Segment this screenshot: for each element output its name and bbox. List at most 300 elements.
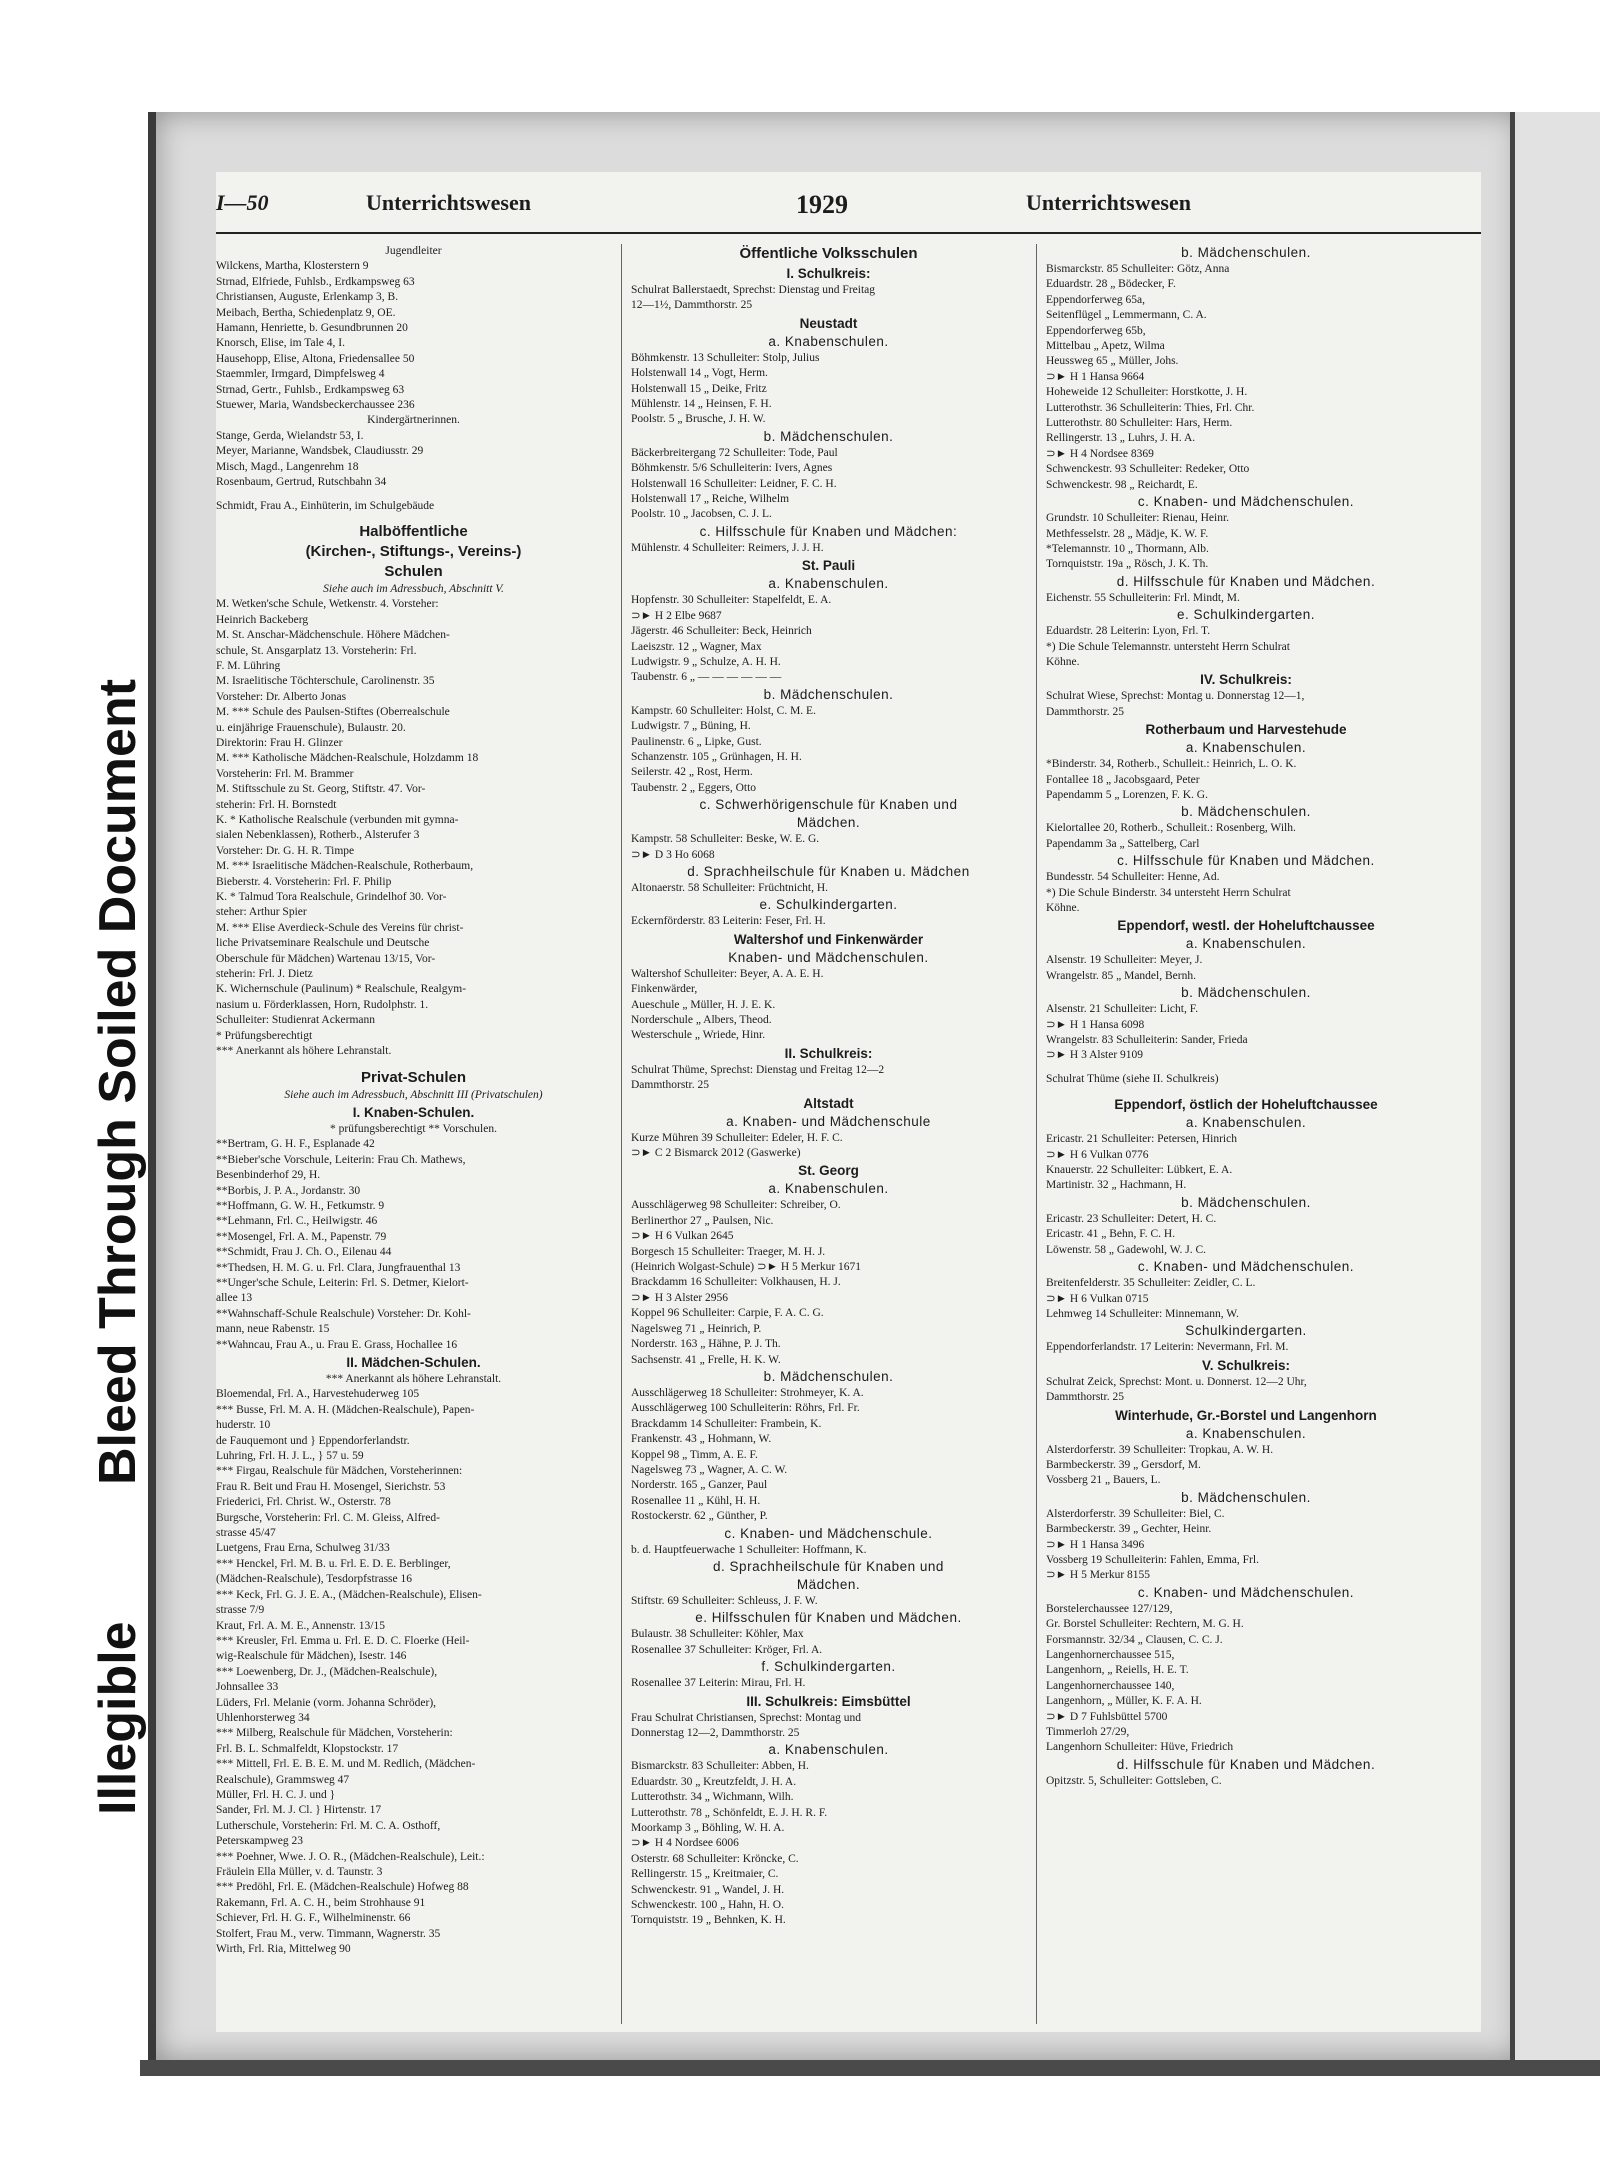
text-line: ⊃► D 3 Ho 6068: [631, 848, 715, 861]
text-line: Kindergärtnerinnen.: [367, 414, 460, 427]
text-line: Koppel 98 „ Timm, A. E. F.: [631, 1448, 758, 1461]
text-line: Ericastr. 21 Schulleiter: Petersen, Hinrich: [1046, 1133, 1237, 1146]
text-line: * Prüfungsberechtigt: [216, 1029, 313, 1042]
text-line: Vossberg 21 „ Bauers, L.: [1046, 1474, 1161, 1487]
bleed-through-label: Bleed Through Soiled Document: [89, 678, 147, 1485]
text-line: Breitenfelderstr. 35 Schulleiter: Zeidler, C. L.: [1046, 1277, 1256, 1290]
text-line: Rostockerstr. 62 „ Günther, P.: [631, 1510, 768, 1523]
text-line: ⊃► D 7 Fuhlsbüttel 5700: [1046, 1710, 1168, 1723]
text-line: Kielortallee 20, Rotherb., Schulleit.: Rosenberg, Wilh.: [1046, 822, 1296, 835]
text-line: Friederici, Frl. Christ. W., Osterstr. 78: [216, 1496, 391, 1509]
subsection-heading: f. Schulkindergarten.: [761, 1659, 896, 1675]
text-line: Borstelerchaussee 127/129,: [1046, 1602, 1173, 1615]
text-line: Tornquiststr. 19 „ Behnken, K. H.: [631, 1914, 786, 1927]
text-line: Fräulein Ella Müller, v. d. Taunstr. 3: [216, 1866, 383, 1878]
text-line: *** Keck, Frl. G. J. E. A., (Mädchen-Realschule), Elisen-: [216, 1588, 482, 1601]
text-line: Uhlenhorsterweg 34: [216, 1711, 310, 1724]
text-line: Ericastr. 41 „ Behn, F. C. H.: [1046, 1228, 1176, 1241]
text-line: Stolfert, Frau M., verw. Timmann, Wagnerstr. 35: [216, 1927, 441, 1940]
subsection-heading: a. Knabenschulen.: [1185, 1115, 1307, 1131]
subsection-heading: c. Hilfsschule für Knaben und Mädchen:: [699, 523, 958, 539]
text-line: Hoheweide 12 Schulleiter: Horstkotte, J. H.: [1046, 386, 1248, 399]
text-line: Realschule), Grammsweg 47: [216, 1773, 350, 1786]
section-heading: Eppendorf, westl. der Hoheluftchaussee: [1117, 918, 1375, 934]
text-line: Luhring, Frl. H. J. L., } 57 u. 59: [216, 1450, 364, 1463]
subsection-heading: e. Hilfsschulen für Knaben und Mädchen.: [695, 1610, 962, 1626]
text-line: Laeiszstr. 12 „ Wagner, Max: [631, 640, 762, 653]
text-line: Staemmler, Irmgard, Dimpfelsweg 4: [216, 368, 385, 381]
text-line: Ausschlägerweg 100 Schulleiterin: Röhrs, Frl. Fr.: [631, 1402, 860, 1415]
year-heading: 1929: [796, 190, 848, 219]
text-line: Schulrat Zeick, Sprechst: Mont. u. Donnerst. 12—2 Uhr,: [1046, 1375, 1307, 1388]
text-line: huderstr. 10: [216, 1419, 271, 1432]
adjacent-page-edge: [1510, 112, 1600, 2060]
text-line: Schulrat Thüme, Sprechst: Dienstag und Freitag 12—2: [631, 1063, 885, 1076]
section-heading: I. Schulkreis:: [786, 266, 871, 281]
section-heading: II. Mädchen-Schulen.: [346, 1355, 481, 1370]
text-line: Alsterdorferstr. 39 Schulleiter: Tropkau, A. W. H.: [1046, 1443, 1274, 1456]
text-line: ⊃► H 1 Hansa 9664: [1046, 370, 1145, 383]
text-line: Langenhornerchaussee 515,: [1046, 1649, 1175, 1661]
text-line: ⊃► H 6 Vulkan 0715: [1046, 1292, 1149, 1305]
text-line: Osterstr. 68 Schulleiter: Kröncke, C.: [631, 1852, 799, 1865]
text-line: Holstenwall 15 „ Deike, Fritz: [631, 382, 767, 395]
document-page: [216, 172, 1481, 2032]
text-line: Jägerstr. 46 Schulleiter: Beck, Heinrich: [631, 625, 812, 638]
text-line: *** Anerkannt als höhere Lehranstalt.: [325, 1373, 502, 1385]
text-line: Alsterdorferstr. 39 Schulleiter: Biel, C.: [1046, 1507, 1225, 1520]
subsection-heading: a. Knabenschulen.: [1185, 1425, 1307, 1441]
text-line: Wrangelstr. 85 „ Mandel, Bernh.: [1046, 969, 1196, 982]
text-line: * prüfungsberechtigt ** Vorschulen.: [330, 1122, 497, 1135]
text-line: Besenbinderhof 29, H.: [216, 1169, 321, 1182]
section-heading: Altstadt: [803, 1095, 854, 1111]
text-line: Lutterothstr. 78 „ Schönfeldt, E. J. H. R. F.: [631, 1806, 828, 1819]
spacer: [216, 514, 611, 522]
text-line: Christiansen, Auguste, Erlenkamp 3, B.: [216, 291, 399, 304]
text-line: M. *** Elise Averdieck-Schule des Vereins für christ-: [216, 921, 464, 934]
text-line: *** Busse, Frl. M. A. H. (Mädchen-Realschule), Papen-: [216, 1403, 475, 1416]
text-line: **Bieber'sche Vorschule, Leiterin: Frau Ch. Mathews,: [216, 1153, 466, 1166]
text-line: Norderschule „ Albers, Theod.: [631, 1014, 772, 1026]
text-line: Lehmweg 14 Schulleiter: Minnemann, W.: [1046, 1307, 1239, 1320]
text-line: Barmbeckerstr. 39 „ Gersdorf, M.: [1046, 1458, 1201, 1471]
section-heading: V. Schulkreis:: [1201, 1357, 1291, 1373]
text-line: (Heinrich Wolgast-Schule) ⊃► H 5 Merkur 1671: [631, 1261, 862, 1274]
text-line: *** Kreusler, Frl. Emma u. Frl. E. D. C. Floerke (Heil-: [216, 1634, 470, 1647]
text-line: Schwenckestr. 93 Schulleiter: Redeker, Otto: [1046, 463, 1250, 476]
text-line: Grundstr. 10 Schulleiter: Rienau, Heinr.: [1046, 512, 1230, 525]
subsection-heading: c. Knaben- und Mädchenschule.: [724, 1525, 933, 1541]
text-line: Eppendorferlandstr. 17 Leiterin: Nevermann, Frl. M.: [1046, 1341, 1289, 1354]
text-line: sialen Nebenklassen), Rotherb., Alsterufer 3: [216, 829, 420, 842]
text-line: Direktorin: Frau H. Glinzer: [216, 736, 343, 749]
text-line: Fontallee 18 „ Jacobsgaard, Peter: [1046, 773, 1200, 786]
text-line: Vorsteher: Dr. G. H. R. Timpe: [216, 844, 355, 857]
text-line: ⊃► H 3 Alster 9109: [1046, 1049, 1144, 1062]
text-line: **Schmidt, Frau J. Ch. O., Eilenau 44: [216, 1246, 392, 1259]
section-heading: IV. Schulkreis:: [1200, 672, 1292, 688]
text-line: Löwenstr. 58 „ Gadewohl, W. J. C.: [1046, 1243, 1207, 1256]
text-line: Rellingerstr. 13 „ Luhrs, J. H. A.: [1046, 432, 1196, 445]
text-line: Ludwigstr. 7 „ Büning, H.: [631, 720, 751, 733]
text-line: Dammthorstr. 25: [1046, 1391, 1124, 1404]
text-line: u. einjährige Frauenschule), Bulaustr. 20.: [216, 721, 406, 734]
text-line: Methfesselstr. 28 „ Mädje, K. W. F.: [1046, 527, 1209, 540]
text-line: Böhmkenstr. 5/6 Schulleiterin: Ivers, Agnes: [631, 462, 833, 475]
illegible-label: Illegible: [89, 1621, 147, 1815]
text-line: Jugendleiter: [385, 245, 442, 257]
text-line: Lutherschule, Vorsteherin: Frl. M. C. A. Osthoff,: [216, 1819, 441, 1832]
text-line: Opitzstr. 5, Schulleiter: Gottsleben, C.: [1046, 1774, 1222, 1787]
text-line: Holstenwall 16 Schulleiter: Leidner, F. C. H.: [631, 477, 837, 490]
text-line: Alsenstr. 19 Schulleiter: Meyer, J.: [1046, 954, 1203, 967]
text-line: Eppendorferweg 65a,: [1046, 293, 1145, 306]
text-line: Holstenwall 17 „ Reiche, Wilhelm: [631, 493, 790, 506]
text-line: Rakemann, Frl. A. C. H., beim Strohhause 91: [216, 1896, 426, 1909]
text-line: Böhmkenstr. 13 Schulleiter: Stolp, Julius: [631, 351, 820, 364]
subsection-heading: a. Knabenschulen.: [1185, 936, 1307, 952]
subsection-heading: b. Mädchenschulen.: [1181, 245, 1311, 260]
text-line: Eduardstr. 28 Leiterin: Lyon, Frl. T.: [1046, 625, 1211, 638]
text-line: Barmbeckerstr. 39 „ Gechter, Heinr.: [1046, 1523, 1212, 1536]
subsection-heading: c. Hilfsschule für Knaben und Mädchen.: [1117, 853, 1375, 869]
text-line: steherin: Frl. J. Dietz: [216, 968, 313, 981]
section-heading: III. Schulkreis: Eimsbüttel: [746, 1693, 911, 1709]
column-divider: [621, 244, 622, 2024]
text-line: Heinrich Backeberg: [216, 613, 309, 626]
text-line: steherin: Frl. H. Bornstedt: [216, 798, 337, 811]
text-line: Westerschule „ Wriede, Hinr.: [631, 1029, 766, 1042]
text-line: Bieberstr. 4. Vorsteherin: Frl. F. Philip: [216, 875, 392, 888]
text-line: Langenhornerchaussee 140,: [1046, 1679, 1175, 1692]
text-line: Kampstr. 58 Schulleiter: Beske, W. E. G.: [631, 833, 820, 846]
text-line: Bäckerbreitergang 72 Schulleiter: Tode, Paul: [631, 446, 838, 459]
text-line: Schiever, Frl. H. G. F., Wilhelminenstr. 66: [216, 1912, 411, 1925]
text-line: Vossberg 19 Schulleiterin: Fahlen, Emma, Frl.: [1046, 1553, 1259, 1566]
subsection-heading: a. Knabenschulen.: [1185, 740, 1307, 756]
text-line: strasse 45/47: [216, 1527, 276, 1540]
text-line: *** Henckel, Frl. M. B. u. Frl. E. D. E. Berblinger,: [216, 1557, 451, 1570]
section-heading: (Kirchen-, Stiftungs-, Vereins-): [305, 542, 522, 560]
text-line: *** Firgau, Realschule für Mädchen, Vorsteherinnen:: [216, 1465, 463, 1478]
text-line: (Mädchen-Realschule), Tesdorpfstrasse 16: [216, 1573, 413, 1586]
text-line: Rosenallee 11 „ Kühl, H. H.: [631, 1494, 761, 1507]
text-line: Alsenstr. 21 Schulleiter: Licht, F.: [1046, 1003, 1199, 1016]
text-line: ⊃► H 3 Alster 2956: [631, 1291, 729, 1304]
text-line: Brackdamm 16 Schulleiter: Volkhausen, H. J.: [631, 1276, 841, 1289]
text-line: Schwenckestr. 100 „ Hahn, H. O.: [631, 1899, 784, 1912]
text-line: steher: Arthur Spier: [216, 906, 307, 919]
text-line: M. St. Anschar-Mädchenschule. Höhere Mädchen-: [216, 629, 450, 642]
text-line: Eichenstr. 55 Schulleiterin: Frl. Mindt, M.: [1046, 591, 1240, 604]
text-line: wig-Realschule für Mädchen), Isestr. 146: [216, 1650, 407, 1663]
section-heading: Waltershof und Finkenwärder: [733, 931, 924, 947]
text-line: Lüders, Frl. Melanie (vorm. Johanna Schröder),: [216, 1696, 437, 1709]
text-line: Heussweg 65 „ Müller, Johs.: [1046, 355, 1179, 368]
text-line: M. Stiftsschule zu St. Georg, Stiftstr. 47. Vor-: [216, 783, 426, 796]
text-line: Timmerloh 27/29,: [1046, 1726, 1130, 1739]
text-line: Rosenallee 37 Leiterin: Mirau, Frl. H.: [631, 1677, 806, 1690]
text-line: ⊃► H 4 Nordsee 6006: [631, 1837, 739, 1850]
text-line: Aueschule „ Müller, H. J. E. K.: [631, 998, 776, 1011]
subsection-heading: b. Mädchenschulen.: [763, 1368, 894, 1384]
text-line: Stiftstr. 69 Schulleiter: Schleuss, J. F. W.: [631, 1594, 818, 1607]
text-line: Wrangelstr. 83 Schulleiterin: Sander, Frieda: [1046, 1034, 1248, 1047]
subsection-heading: d. Sprachheilschule für Knaben u. Mädchen: [687, 863, 970, 879]
text-line: ⊃► C 2 Bismarck 2012 (Gaswerke): [631, 1147, 801, 1160]
text-line: Kraut, Frl. A. M. E., Annenstr. 13/15: [216, 1619, 385, 1632]
text-line: Hopfenstr. 30 Schulleiter: Stapelfeldt, E. A.: [631, 594, 832, 607]
subsection-heading: Schulkindergarten.: [1185, 1323, 1307, 1339]
text-line: **Hoffmann, G. W. H., Fetkumstr. 9: [216, 1199, 385, 1212]
text-line: Papendamm 5 „ Lorenzen, F. K. G.: [1046, 788, 1208, 801]
subsection-heading: Knaben- und Mädchenschulen.: [728, 949, 929, 965]
section-heading: St. Georg: [798, 1163, 859, 1179]
text-line: Köhne.: [1046, 655, 1080, 668]
text-line: Altonaerstr. 58 Schulleiter: Früchtnicht, H.: [631, 881, 829, 894]
column-middle: [631, 244, 1026, 2022]
text-line: Forsmannstr. 32/34 „ Clausen, C. C. J.: [1046, 1633, 1223, 1646]
text-line: Koppel 96 Schulleiter: Carpie, F. A. C. G.: [631, 1307, 824, 1320]
text-line: Eduardstr. 30 „ Kreutzfeldt, J. H. A.: [631, 1775, 797, 1788]
text-line: b. d. Hauptfeuerwache 1 Schulleiter: Hoffmann, K.: [631, 1543, 867, 1556]
text-line: Müller, Frl. H. C. J. und }: [216, 1788, 336, 1801]
text-line: Tornquiststr. 19a „ Rösch, J. K. Th.: [1046, 558, 1209, 571]
text-line: ⊃► H 4 Nordsee 8369: [1046, 447, 1154, 460]
text-line: Oberschule für Mädchen) Wartenau 13/15, Vor-: [216, 952, 436, 965]
text-line: *** Loewenberg, Dr. J., (Mädchen-Realschule),: [216, 1665, 438, 1678]
subsection-heading: e. Schulkindergarten.: [759, 897, 898, 913]
text-line: Nagelsweg 73 „ Wagner, A. C. W.: [631, 1463, 788, 1476]
text-line: F. M. Lühring: [216, 659, 281, 672]
subsection-heading: Mädchen.: [796, 815, 861, 831]
section-heading: Öffentliche Volksschulen: [739, 245, 918, 262]
section-heading: Privat-Schulen: [360, 1068, 467, 1086]
subsection-heading: b. Mädchenschulen.: [1181, 804, 1311, 820]
text-line: Frau Schulrat Christiansen, Sprechst: Montag und: [631, 1711, 861, 1724]
text-line: Siehe auch im Adressbuch, Abschnitt III (Privatschulen): [284, 1088, 543, 1101]
text-line: M. *** Katholische Mädchen-Realschule, Holzdamm 18: [216, 752, 479, 765]
text-line: Schulrat Ballerstaedt, Sprechst: Dienstag und Freitag: [631, 284, 875, 296]
subsection-heading: Mädchen.: [796, 1576, 861, 1592]
column-left: [216, 244, 611, 2022]
text-line: Vorsteher: Dr. Alberto Jonas: [216, 690, 347, 703]
subsection-heading: a. Knabenschulen.: [768, 1181, 889, 1197]
section-heading: Eppendorf, östlich der Hoheluftchaussee: [1114, 1097, 1378, 1113]
text-line: Ericastr. 23 Schulleiter: Detert, H. C.: [1046, 1212, 1217, 1225]
text-line: **Lehmann, Frl. C., Heilwigstr. 46: [216, 1215, 378, 1228]
text-line: Mühlenstr. 4 Schulleiter: Reimers, J. J. H.: [631, 541, 824, 554]
spacer: [1046, 1064, 1446, 1072]
text-line: Bloemendal, Frl. A., Harvestehuderweg 105: [216, 1388, 420, 1401]
text-line: Petersкampweg 23: [216, 1835, 304, 1848]
text-line: Burgsche, Vorsteherin: Frl. C. M. Gleiss, Alfred-: [216, 1511, 440, 1524]
spacer: [216, 491, 611, 499]
text-line: Meyer, Marianne, Wandsbek, Claudiusstr. 29: [216, 445, 424, 458]
text-line: Seilerstr. 42 „ Rost, Herm.: [631, 766, 753, 779]
text-line: K. Wichernschule (Paulinum) * Realschule, Realgym-: [216, 983, 467, 996]
text-line: Schulrat Wiese, Sprechst: Montag u. Donnerstag 12—1,: [1046, 690, 1305, 703]
text-line: Rosenbaum, Gertrud, Rutschbahn 34: [216, 476, 387, 489]
text-line: Johnsallee 33: [216, 1681, 279, 1694]
text-line: Hamann, Henriette, b. Gesundbrunnen 20: [216, 322, 408, 335]
text-line: Sachsenstr. 41 „ Frelle, H. K. W.: [631, 1353, 781, 1366]
subsection-heading: d. Hilfsschule für Knaben und Mädchen.: [1116, 1756, 1376, 1772]
text-line: Stuewer, Maria, Wandsbeckerchaussee 236: [216, 399, 415, 412]
text-line: **Thedsen, H. M. G. u. Frl. Clara, Jungfrauenthal 13: [216, 1261, 461, 1274]
subsection-heading: c. Knaben- und Mädchenschulen.: [1137, 494, 1355, 510]
text-line: Rosenallee 37 Schulleiter: Kröger, Frl. A.: [631, 1643, 823, 1656]
text-line: *** Anerkannt als höhere Lehranstalt.: [216, 1045, 392, 1058]
scan-bottom-edge: [140, 2060, 1600, 2076]
text-line: Kurze Mühren 39 Schulleiter: Edeler, H. F. C.: [631, 1131, 843, 1144]
text-line: Meibach, Bertha, Schiedenplatz 9, OE.: [216, 306, 396, 319]
text-line: Schulleiter: Studienrat Ackermann: [216, 1014, 376, 1027]
text-line: M. *** Israelitische Mädchen-Realschule, Rotherbaum,: [216, 860, 474, 873]
text-line: Taubenstr. 2 „ Eggers, Otto: [631, 781, 757, 794]
text-line: Mittelbau „ Apetz, Wilma: [1046, 340, 1165, 353]
text-line: Finkenwärder,: [631, 983, 698, 996]
running-title-left: Unterrichtswesen: [366, 190, 531, 215]
text-line: Schwenckestr. 91 „ Wandel, J. H.: [631, 1883, 785, 1896]
subsection-heading: b. Mädchenschulen.: [1181, 1489, 1311, 1505]
text-line: Eppendorferweg 65b,: [1046, 324, 1146, 337]
spacer: [216, 1060, 611, 1068]
text-line: Siehe auch im Adressbuch, Abschnitt V.: [323, 582, 504, 595]
scanned-page: [148, 112, 1521, 2060]
text-line: *** Poehner, Wwe. J. O. R., (Mädchen-Realschule), Leit.:: [216, 1850, 485, 1863]
text-line: M. *** Schule des Paulsen-Stiftes (Oberrealschule: [216, 706, 450, 719]
subsection-heading: c. Knaben- und Mädchenschulen.: [1137, 1259, 1355, 1275]
text-line: Langenhorn, „ Reiells, H. E. T.: [1046, 1664, 1189, 1677]
text-line: 12—1½, Dammthorstr. 25: [631, 299, 753, 312]
text-line: nasium u. Förderklassen, Horn, Rudolphstr. 1.: [216, 998, 429, 1011]
text-line: allee 13: [216, 1292, 253, 1305]
text-line: Rellingerstr. 15 „ Kreitmaier, C.: [631, 1868, 779, 1881]
text-line: **Wahncau, Frau A., u. Frau E. Grass, Hochallee 16: [216, 1338, 458, 1351]
text-line: *** Mittell, Frl. E. B. E. M. und M. Redlich, (Mädchen-: [216, 1758, 476, 1771]
text-line: ⊃► H 6 Vulkan 0776: [1046, 1148, 1149, 1161]
text-line: Taubenstr. 6 „ — — — — — —: [631, 671, 782, 684]
text-line: Bismarckstr. 83 Schulleiter: Abben, H.: [631, 1760, 809, 1773]
text-line: ⊃► H 1 Hansa 3496: [1046, 1538, 1145, 1551]
text-line: Knauerstr. 22 Schulleiter: Lübkert, E. A.: [1046, 1164, 1233, 1177]
text-line: Norderstr. 163 „ Hähne, P. J. Th.: [631, 1338, 781, 1351]
text-line: ⊃► H 6 Vulkan 2645: [631, 1230, 734, 1243]
text-line: Misch, Magd., Langenrehm 18: [216, 460, 359, 473]
text-line: Gr. Borstel Schulleiter: Rechtern, M. G. H.: [1046, 1618, 1244, 1631]
text-line: K. * Talmud Tora Realschule, Grindelhof 30. Vor-: [216, 891, 447, 904]
text-line: Schmidt, Frau A., Einhüterin, im Schulgebäude: [216, 499, 435, 512]
text-line: Strnad, Elfriede, Fuhlsb., Erdkampsweg 63: [216, 275, 415, 288]
text-line: Paulinenstr. 6 „ Lipke, Gust.: [631, 735, 762, 748]
text-line: Kampstr. 60 Schulleiter: Holst, C. M. E.: [631, 704, 816, 717]
column-right: [1046, 244, 1446, 2022]
text-line: Donnerstag 12—2, Dammthorstr. 25: [631, 1727, 800, 1739]
text-line: Schwenckestr. 98 „ Reichardt, E.: [1046, 478, 1198, 491]
running-title-right: Unterrichtswesen: [1026, 190, 1191, 215]
text-line: ⊃► H 2 Elbe 9687: [631, 609, 722, 622]
text-line: ⊃► H 5 Merkur 8155: [1046, 1569, 1151, 1582]
subsection-heading: c. Schwerhörigenschule für Knaben und: [699, 797, 958, 813]
text-line: Brackdamm 14 Schulleiter: Frambein, K.: [631, 1417, 822, 1430]
text-line: Köhne.: [1046, 902, 1080, 914]
subsection-heading: a. Knabenschulen.: [768, 333, 889, 349]
text-line: Hausehopp, Elise, Altona, Friedensallee 50: [216, 352, 415, 365]
text-line: Mühlenstr. 14 „ Heinsen, F. H.: [631, 398, 772, 411]
subsection-heading: a. Knaben- und Mädchenschule: [726, 1113, 931, 1129]
text-line: Lutterothstr. 34 „ Wichmann, Wilh.: [631, 1791, 794, 1804]
text-line: Borgesch 15 Schulleiter: Traeger, M. H. J.: [631, 1245, 826, 1258]
text-line: Lutterothstr. 80 Schulleiter: Hars, Herm.: [1046, 417, 1233, 430]
text-line: *Telemannstr. 10 „ Thormann, Alb.: [1046, 542, 1209, 555]
text-line: Waltershof Schulleiter: Beyer, A. A. E. H.: [631, 967, 824, 980]
text-line: de Fauquemont und } Eppendorferlandstr.: [216, 1434, 410, 1447]
text-line: Langenhorn, „ Müller, K. F. A. H.: [1046, 1695, 1202, 1708]
text-line: Bulaustr. 38 Schulleiter: Köhler, Max: [631, 1628, 804, 1641]
text-line: Wilckens, Martha, Klosterstern 9: [216, 260, 369, 273]
text-line: **Wahnschaff-Schule Realschule) Vorsteher: Dr. Kohl-: [216, 1307, 471, 1320]
text-line: Ludwigstr. 9 „ Schulze, A. H. H.: [631, 655, 781, 668]
text-line: Frl. B. L. Schmalfeldt, Klopstockstr. 17: [216, 1742, 399, 1755]
text-line: Poolstr. 5 „ Brusche, J. H. W.: [631, 413, 766, 426]
text-line: Frau R. Beit und Frau H. Mosengel, Sierichstr. 53: [216, 1480, 446, 1493]
page-header: [216, 190, 1481, 230]
text-line: Bundesstr. 54 Schulleiter: Henne, Ad.: [1046, 871, 1220, 884]
text-line: **Bertram, G. H. F., Esplanade 42: [216, 1138, 375, 1151]
subsection-heading: d. Sprachheilschule für Knaben und: [713, 1558, 944, 1574]
text-line: Dammthorstr. 25: [631, 1079, 709, 1092]
text-line: K. * Katholische Realschule (verbunden mit gymna-: [216, 814, 459, 826]
text-line: Poolstr. 10 „ Jacobsen, C. J. L.: [631, 508, 772, 521]
section-heading: St. Pauli: [801, 558, 856, 574]
page-number: I—50: [216, 190, 269, 215]
text-line: Martinistr. 32 „ Hachmann, H.: [1046, 1179, 1187, 1192]
text-line: Holstenwall 14 „ Vogt, Herm.: [631, 367, 768, 380]
text-line: Nagelsweg 71 „ Heinrich, P.: [631, 1322, 762, 1335]
scan-notice: [18, 255, 147, 1855]
text-line: Papendamm 3a „ Sattelberg, Carl: [1046, 837, 1200, 850]
subsection-heading: a. Knabenschulen.: [768, 1742, 889, 1758]
section-heading: Schulen: [384, 562, 443, 580]
text-line: schule, St. Ansgarplatz 13. Vorsteherin: Frl.: [216, 644, 417, 657]
subsection-heading: d. Hilfsschule für Knaben und Mädchen.: [1116, 573, 1376, 589]
section-heading: Halböffentliche: [359, 522, 468, 540]
text-line: Wirth, Frl. Ria, Mittelweg 90: [216, 1943, 351, 1956]
section-heading: II. Schulkreis:: [784, 1045, 873, 1061]
text-line: *** Milberg, Realschule für Mädchen, Vorsteherin:: [216, 1727, 453, 1740]
text-line: strasse 7/9: [216, 1604, 265, 1617]
text-line: Ausschlägerweg 18 Schulleiter: Strohmeyer, K. A.: [631, 1386, 864, 1399]
column-divider: [1036, 244, 1037, 2024]
text-line: *) Die Schule Telemannstr. untersteht Herrn Schulrat: [1046, 640, 1290, 653]
text-line: ⊃► H 1 Hansa 6098: [1046, 1018, 1145, 1031]
text-line: liche Privatseminare Realschule und Deutsche: [216, 937, 430, 950]
text-line: Sander, Frl. M. J. Cl. } Hirtenstr. 17: [216, 1804, 382, 1817]
subsection-heading: b. Mädchenschulen.: [1181, 1194, 1311, 1210]
text-line: *Binderstr. 34, Rotherb., Schulleit.: Heinrich, L. O. K.: [1046, 758, 1297, 771]
text-line: M. Israelitische Töchterschule, Carolinenstr. 35: [216, 675, 435, 688]
header-rule: [216, 232, 1481, 234]
text-line: Schulrat Thüme (siehe II. Schulkreis): [1046, 1072, 1219, 1085]
text-line: Dammthorstr. 25: [1046, 705, 1124, 718]
text-line: Norderstr. 165 „ Ganzer, Paul: [631, 1479, 768, 1492]
text-line: Eduardstr. 28 „ Bödecker, F.: [1046, 278, 1176, 291]
text-line: **Borbis, J. P. A., Jordanstr. 30: [216, 1184, 361, 1197]
text-line: **Unger'sche Schule, Leiterin: Frl. S. Detmer, Kielort-: [216, 1276, 469, 1289]
text-line: Knorsch, Elise, im Tale 4, I.: [216, 337, 345, 350]
